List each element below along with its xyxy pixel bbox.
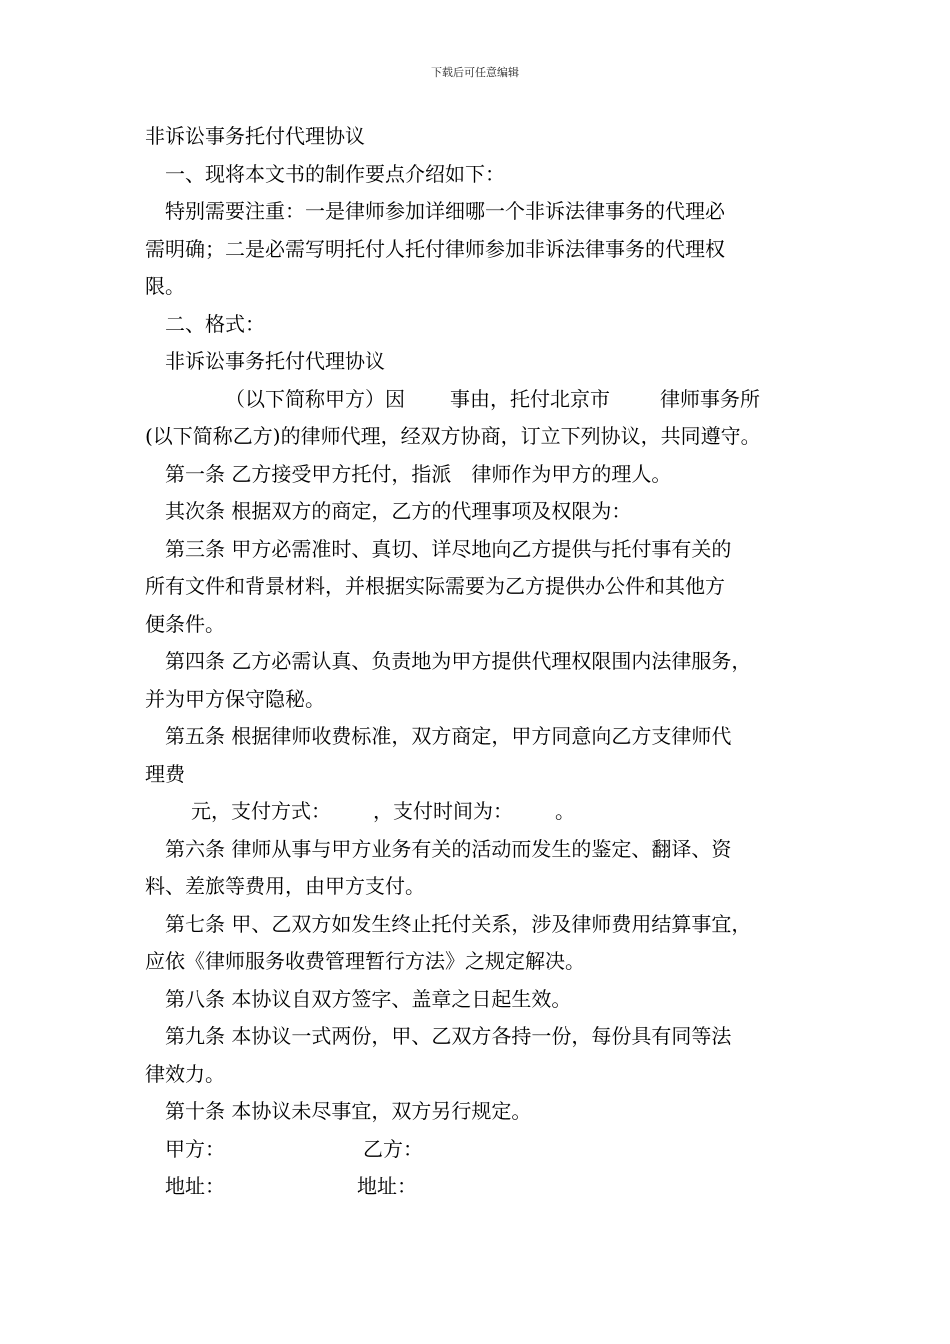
document-title: 非诉讼事务托付代理协议 (145, 124, 365, 148)
format-title: 非诉讼事务托付代理协议 (165, 349, 385, 373)
address-a-label: 地址： (165, 1174, 225, 1198)
article-9: 第九条 本协议一式两份，甲、乙双方各持一份，每份具有同等法 (165, 1024, 732, 1048)
party-a-label: 甲方： (165, 1136, 225, 1161)
article-3-cont: 便条件。 (145, 611, 225, 636)
article-1-part-b: 律师作为甲方的理人。 (471, 461, 672, 486)
article-5: 第五条 根据律师收费标准，双方商定，甲方同意向乙方支律师代 (165, 724, 732, 748)
download-note: 下载后可任意编辑 (431, 66, 519, 79)
article-3: 第三条 甲方必需准时、真切、详尽地向乙方提供与托付事有关的 (165, 536, 732, 561)
payment-part-c: 。 (555, 799, 575, 823)
intro-line-2: (以下简称乙方)的律师代理，经双方协商，订立下列协议，共同遵守。 (145, 424, 761, 448)
address-b-label: 地址： (357, 1174, 417, 1198)
article-3-cont: 所有文件和背景材料，并根据实际需要为乙方提供办公件和其他方 (145, 574, 725, 598)
intro-part-a: （以下简称甲方）因 (225, 386, 405, 411)
party-b-label: 乙方： (363, 1136, 423, 1161)
paragraph-line: 需明确；二是必需写明托付人托付律师参加非诉法律事务的代理权 (145, 236, 725, 261)
section-heading-intro: 一、现将本文书的制作要点介绍如下： (165, 161, 505, 186)
payment-part-a: 元，支付方式： (191, 799, 331, 823)
article-1-part-a: 第一条 乙方接受甲方托付，指派 (165, 461, 452, 486)
paragraph-line: 特别需要注重：一是律师参加详细哪一个非诉法律事务的代理必 (165, 199, 725, 223)
payment-line (145, 793, 810, 831)
agreement-document (145, 118, 810, 1206)
intro-line (145, 381, 810, 419)
article-7: 第七条 甲、乙双方如发生终止托付关系，涉及律师费用结算事宜， (165, 911, 752, 936)
address-row (145, 1168, 810, 1206)
signature-row (145, 1131, 810, 1169)
article-8: 第八条 本协议自双方签字、盖章之日起生效。 (165, 986, 572, 1011)
intro-part-b: 事由，托付北京市 (450, 386, 610, 411)
article-6: 第六条 律师从事与甲方业务有关的活动而发生的鉴定、翻译、资 (165, 836, 732, 861)
paragraph-line: 限。 (145, 274, 185, 298)
section-heading-format: 二、格式： (165, 311, 265, 336)
payment-part-b: ，支付时间为： (373, 799, 513, 823)
article-5-cont: 理费 (145, 761, 185, 786)
article-4-cont: 并为甲方保守隐秘。 (145, 686, 325, 711)
article-6-cont: 料、差旅等费用，由甲方支付。 (145, 874, 425, 898)
article-2: 其次条 根据双方的商定，乙方的代理事项及权限为： (165, 499, 632, 523)
article-10: 第十条 本协议未尽事宜，双方另行规定。 (165, 1099, 532, 1123)
intro-part-c: 律师事务所 (660, 386, 760, 411)
article-4: 第四条 乙方必需认真、负责地为甲方提供代理权限围内法律服务， (165, 649, 752, 673)
article-1 (145, 456, 810, 494)
article-7-cont: 应依《律师服务收费管理暂行方法》之规定解决。 (145, 949, 585, 973)
article-9-cont: 律效力。 (145, 1061, 225, 1086)
